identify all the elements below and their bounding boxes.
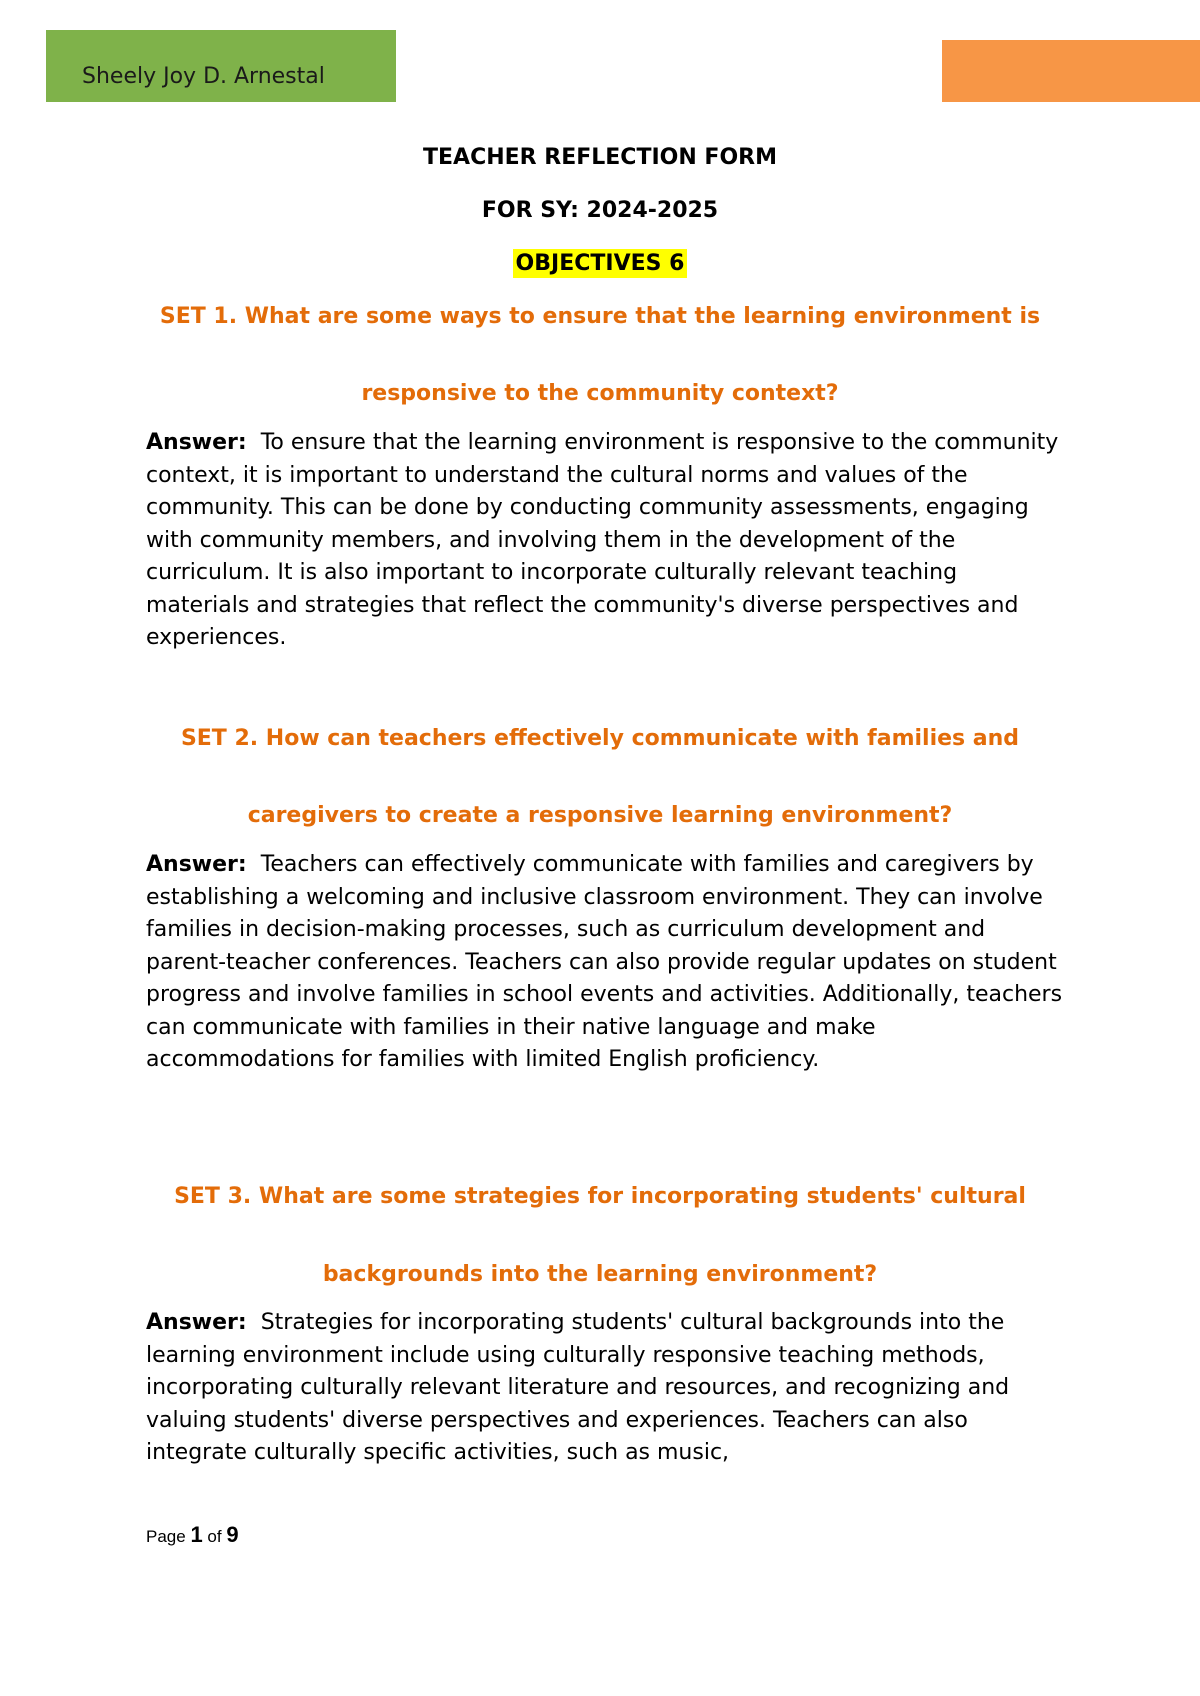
objectives-highlight: OBJECTIVES 6 <box>513 249 688 278</box>
header-author-name: Sheely Joy D. Arnestal <box>82 64 325 89</box>
footer-total-pages: 9 <box>226 1522 239 1547</box>
footer-current-page: 1 <box>190 1522 203 1547</box>
set-3-answer-label: Answer: <box>146 1310 247 1335</box>
set-1-answer-text: To ensure that the learning environment is responsive to the community context, it is important to understand the cultural norms and values of the community. This can be done by conducting community assessments, engaging with community members, and involving them in the development of the curriculum. It is also important to incorporate culturally relevant teaching materials and strategies that reflect the community's diverse perspectives and experiences. <box>146 430 1059 650</box>
footer-page-label: Page <box>146 1527 186 1546</box>
set-1-answer <box>146 427 1066 655</box>
objectives-heading <box>0 251 1200 276</box>
set-2-answer <box>146 849 1066 1077</box>
set-3-question-line2: backgrounds into the learning environment? <box>322 1262 878 1287</box>
set-1-question-line1: SET 1. What are some ways to ensure that the learning environment is <box>159 304 1041 329</box>
header-author-box <box>46 30 396 102</box>
set-3-question-line1: SET 3. What are some strategies for incorporating students' cultural <box>174 1184 1026 1209</box>
set-3-answer-text: Strategies for incorporating students' cultural backgrounds into the learning environment include using culturally responsive teaching methods, incorporating culturally relevant literature and resources, and recognizing and valuing students' diverse perspectives and experiences. Teachers can also integrate culturally specific activities, such as music, <box>146 1310 1010 1465</box>
set-2-question-line1: SET 2. How can teachers effectively communicate with families and <box>180 726 1020 751</box>
set-2-answer-text: Teachers can effectively communicate with families and caregivers by establishing a welcoming and inclusive classroom environment. They can involve families in decision-making processes, such as curriculum development and parent-teacher conferences. Teachers can also provide regular updates on student progress and involve families in school events and activities. Additionally, teachers can communicate with families in their native language and make accommodations for families with limited English proficiency. <box>146 852 1063 1072</box>
set-1-answer-label: Answer: <box>146 430 247 455</box>
set-1-question-line2: responsive to the community context? <box>361 381 839 406</box>
set-3-answer <box>146 1307 1066 1470</box>
set-2-question-line2: caregivers to create a responsive learning environment? <box>247 803 953 828</box>
set-2-answer-label: Answer: <box>146 852 247 877</box>
header-orange-box <box>942 40 1200 102</box>
form-title: TEACHER REFLECTION FORM <box>423 145 777 170</box>
footer-of-label: of <box>207 1527 222 1546</box>
school-year: FOR SY: 2024-2025 <box>481 198 719 223</box>
page-footer <box>146 1522 239 1548</box>
